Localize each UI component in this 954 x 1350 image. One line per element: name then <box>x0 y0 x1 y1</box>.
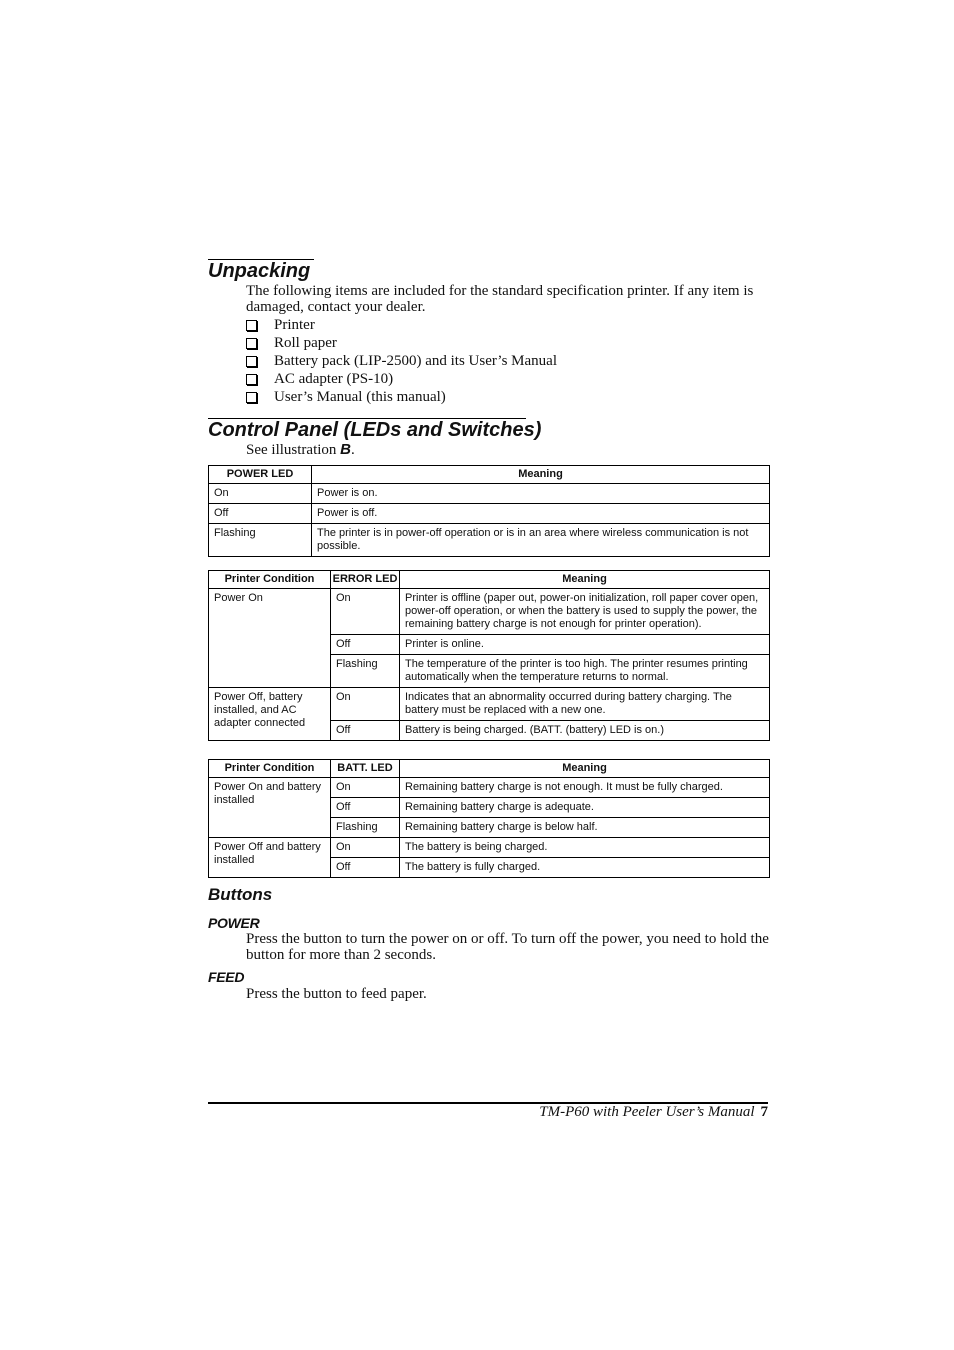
feed-subheading: FEED <box>208 969 245 985</box>
column-header: Printer Condition <box>209 571 331 589</box>
table-row: On Power is on. <box>209 484 770 504</box>
unpacking-heading: Unpacking <box>208 260 311 282</box>
power-led-table <box>208 465 770 557</box>
checkbox-square-icon <box>246 374 257 385</box>
error-led-table <box>208 570 770 741</box>
table-row: Power Off and battery installed On The battery is being charged. <box>209 838 770 858</box>
list-item: Battery pack (LIP-2500) and its User’s Manual <box>246 352 557 370</box>
column-header: Meaning <box>312 466 770 484</box>
illustration-ref: B <box>340 441 351 458</box>
checkbox-square-icon <box>246 392 257 403</box>
column-header: POWER LED <box>209 466 312 484</box>
list-item: Roll paper <box>246 334 557 352</box>
page-number: 7 <box>760 1104 768 1120</box>
list-item: User’s Manual (this manual) <box>246 388 557 406</box>
column-header: BATT. LED <box>331 760 400 778</box>
table-row: Off Printer is online. <box>209 635 770 655</box>
table-row: Power Off, battery installed, and AC adapter connected On Indicates that an abnormality occurred during battery charging. The battery must be replaced with a new one. <box>209 688 770 721</box>
manual-title: TM-P60 with Peeler User’s Manual <box>539 1104 755 1120</box>
table-row: Flashing Remaining battery charge is below half. <box>209 818 770 838</box>
table-row: Flashing The temperature of the printer is too high. The printer resumes printing automatically when the temperature returns to normal. <box>209 655 770 688</box>
table-row: Off Remaining battery charge is adequate. <box>209 798 770 818</box>
power-subheading: POWER <box>208 915 260 931</box>
unpacking-list <box>246 316 557 406</box>
checkbox-square-icon <box>246 356 257 367</box>
table-row: Flashing The printer is in power-off operation or is in an area where wireless communication is not possible. <box>209 524 770 557</box>
column-header: Meaning <box>400 760 770 778</box>
page-footer <box>539 1104 768 1121</box>
unpacking-intro: The following items are included for the standard specification printer. If any item is damaged, contact your dealer. <box>246 283 754 315</box>
column-header: Printer Condition <box>209 760 331 778</box>
see-illustration: See illustration B. <box>246 441 355 458</box>
table-row: Off Power is off. <box>209 504 770 524</box>
table-row: Off The battery is fully charged. <box>209 858 770 878</box>
list-item: AC adapter (PS-10) <box>246 370 557 388</box>
power-description: Press the button to turn the power on or off. To turn off the power, you need to hold the button for more than 2 seconds. <box>246 931 769 963</box>
table-row: Power On and battery installed On Remaining battery charge is not enough. It must be fully charged. <box>209 778 770 798</box>
checkbox-square-icon <box>246 338 257 349</box>
buttons-heading: Buttons <box>208 885 273 904</box>
column-header: Meaning <box>400 571 770 589</box>
list-item: Printer <box>246 316 557 334</box>
control-panel-heading: Control Panel (LEDs and Switches) <box>208 419 542 441</box>
table-header-row <box>209 760 770 778</box>
table-header-row <box>209 466 770 484</box>
checkbox-square-icon <box>246 320 257 331</box>
batt-led-table <box>208 759 770 878</box>
table-header-row <box>209 571 770 589</box>
table-row: Power On On Printer is offline (paper out, power-on initialization, roll paper cover open, power-off operation, or when the battery is used to supply the power, the remaining battery charge is not enough for printer operation). <box>209 589 770 635</box>
feed-description: Press the button to feed paper. <box>246 986 427 1002</box>
table-row: Off Battery is being charged. (BATT. (battery) LED is on.) <box>209 721 770 741</box>
column-header: ERROR LED <box>331 571 400 589</box>
